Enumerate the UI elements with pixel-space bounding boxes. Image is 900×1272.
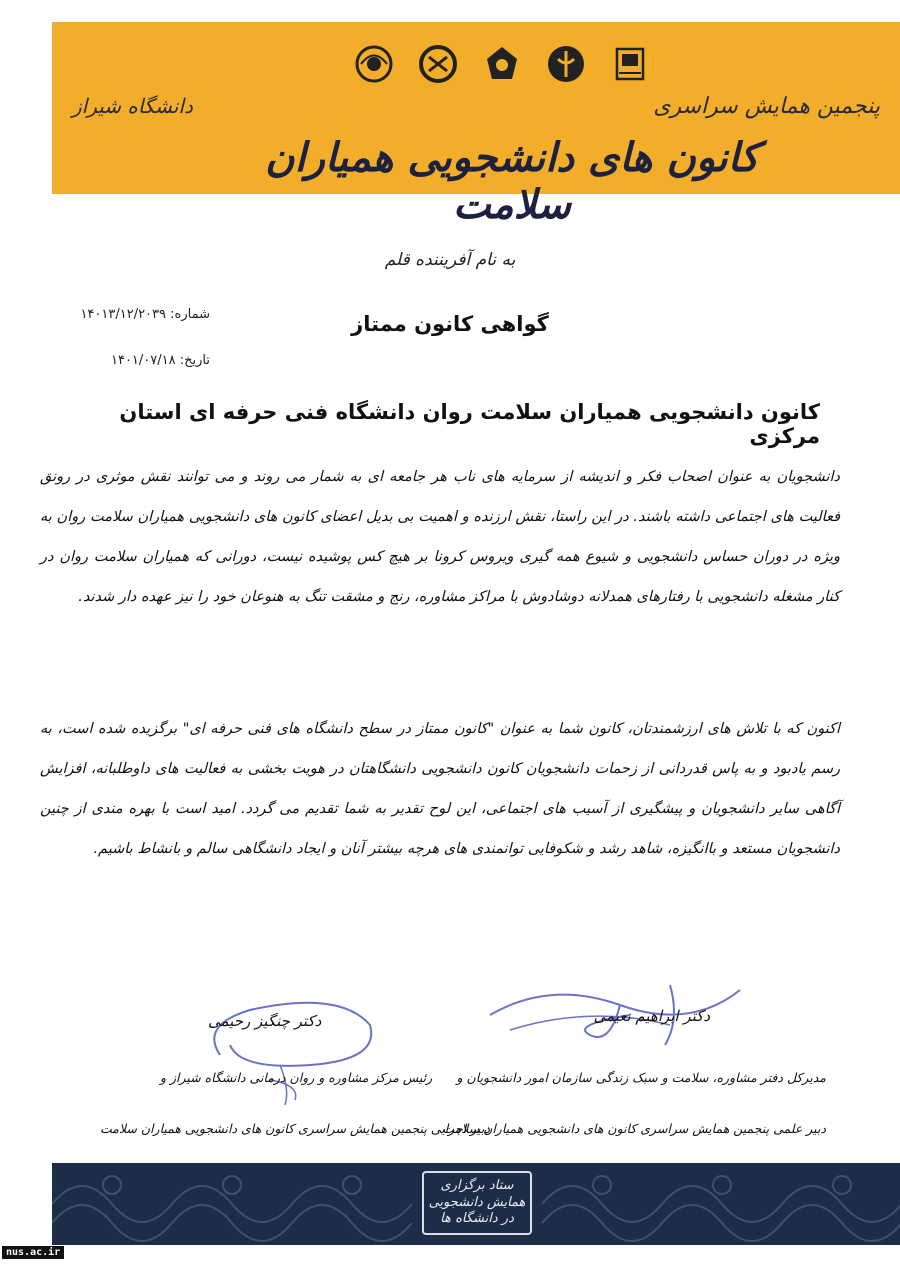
letter-date <box>111 353 210 368</box>
left-signatory-title-2: دبیر اجرایی پنجمین همایش سراسری کانون های دانشجویی همیاران سلامت <box>100 1121 490 1136</box>
invocation: به نام آفریننده قلم <box>384 250 516 270</box>
number-label: شماره: <box>170 307 210 322</box>
logo-row <box>352 36 652 92</box>
site-watermark: nus.ac.ir <box>2 1246 64 1259</box>
document-title: گواهی کانون ممتاز <box>351 312 549 336</box>
conference-name: پنجمین همایش سراسری <box>653 94 880 119</box>
shiraz-university-logo-icon <box>608 42 652 86</box>
ministry-health-logo-icon <box>544 42 588 86</box>
sanjesh-logo-icon <box>480 42 524 86</box>
header-band <box>52 22 900 228</box>
left-signatory-name: دکتر چنگیز رحیمی <box>208 1012 322 1030</box>
number-value: ۱۴۰۱۳/۱۲/۲۰۳۹ <box>80 307 167 322</box>
left-signatory-title-1: رئیس مرکز مشاوره و روان درمانی دانشگاه شیراز و <box>160 1070 433 1085</box>
university-name: دانشگاه شیراز <box>72 94 193 118</box>
student-org-logo-icon <box>416 42 460 86</box>
date-label: تاریخ: <box>179 353 210 368</box>
right-signatory-title-1: مدیرکل دفتر مشاوره، سلامت و سبک زندگی سازمان امور دانشجویان و <box>456 1070 826 1085</box>
left-signature-mark <box>190 985 390 1115</box>
footer-emblem: ستاد برگزاری همایش دانشجویی در دانشگاه ها <box>422 1171 532 1235</box>
paragraph-1: دانشجویان به عنوان اصحاب فکر و اندیشه از سرمایه های ناب هر جامعه ای به شمار می روند و می توانند نقش موثری در رونق فعالیت های اجتماعی داشته باشند. در این راستا، نقش ارزنده و اهمیت بی بدیل اعضای کانون های دانشجویی همیاران سلامت روان به ویژه در دوران حساس دانشجویی و شیوع همه گیری ویروس کرونا بر هیچ کس پوشیده نیست، دورانی که همیاران سلامت روان در کنار مشغله دانشجویی با رفتارهای همدلانه دوشادوش با مراکز مشاوره، رنج و مشقت تنگ به هنوعان خود را نیز عهده دار شدند. <box>40 469 840 605</box>
paragraph-2: اکنون که با تلاش های ارزشمندتان، کانون شما به عنوان "کانون ممتاز در سطح دانشگاه های فنی حرفه ای" برگزیده شده است، به رسم یادبود و به پاس قدردانی از زحمات دانشجویان کانون دانشجویی دانشگاهتان در هویت بخشی به فعالیت های داوطلبانه، افزایش آگاهی سایر دانشجویان و پیشگیری از آسیب های اجتماعی، این لوح تقدیر به شما تقدیم می گردد. امید است با بهره مندی از چنین دانشجویان مستعد و باانگیزه، شاهد رشد و شکوفایی توانمندی های هرچه بیشتر آنان و ایجاد دانشگاهی سالم و بانشاط باشیم. <box>40 721 840 857</box>
footer-band <box>52 1163 900 1245</box>
header-title: کانون های دانشجویی همیاران سلامت <box>265 134 759 228</box>
recipient: کانون دانشجویی همیاران سلامت روان دانشگاه فنی حرفه ای استان مرکزی <box>119 400 820 448</box>
right-signatory-title-2: دبیر علمی پنجمین همایش سراسری کانون های دانشجویی همیاران سلامت <box>442 1121 826 1136</box>
counseling-logo-icon <box>352 42 396 86</box>
right-signatory-name: دکتر ابراهیم نعیمی <box>593 1007 710 1025</box>
date-value: ۱۴۰۱/۰۷/۱۸ <box>110 353 176 368</box>
